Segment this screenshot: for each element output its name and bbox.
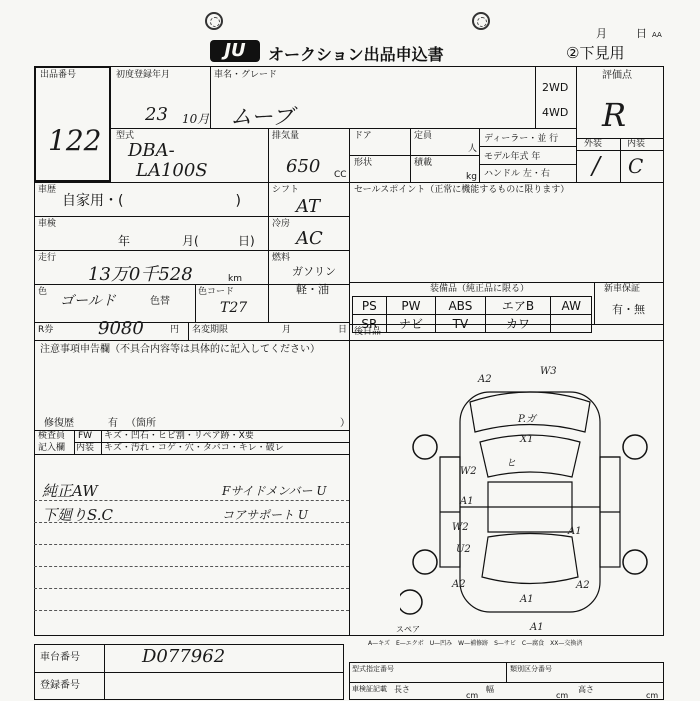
equip-abs: ABS [436,297,485,315]
binder-hole-left [205,12,223,30]
later-items-label: 後日品 [354,327,382,337]
date-code: AA [652,31,662,39]
rating-label: 評価点 [602,70,632,81]
height-unit: cm [646,691,659,700]
diagram-mark-11: A2 [452,579,466,590]
equip-sr: SR [353,315,387,333]
form-title: オークション出品申込書 [268,45,444,64]
color-label: 色 [38,287,48,297]
repair-label: 修復歴 [44,418,74,429]
remark-2: 下廻りS.C [42,506,113,524]
chassis-label: 車台番号 [40,652,80,663]
mileage-value: 13万0千528 [88,264,193,285]
handle-label: ハンドル 左・右 [484,169,550,179]
inspector-tag-interior: 内装 [76,443,95,453]
history-value: 自家用・( ) [62,193,241,209]
inspector-row-1: キズ・凹石・ヒビ割・リペア跡・X要 [104,431,254,441]
diagram-mark-12: A1 [520,594,534,605]
diagram-mark-10: A1 [568,526,582,537]
exterior-label: 外装 [584,139,603,149]
drive-4wd: 4WD [542,106,569,119]
capacity-label: 定員 [414,131,433,141]
drive-2wd: 2WD [542,81,569,94]
type-no-label: 型式指定番号 [352,665,394,673]
equipment-row-1 [353,297,592,315]
recycle-label: R券 [38,325,54,335]
color-code-label: 色コード [198,287,235,297]
remark-4: コアサポート U [222,508,308,522]
height-label: 高さ [578,685,594,694]
inspection-year: 年 [118,234,131,248]
diagram-mark-6: ヒ [506,458,516,469]
inspector-tag-fw: FW [78,431,93,441]
inspector-label-2: 記入欄 [38,443,66,453]
date-day-label: 日 [636,27,647,40]
model-label: 型式 [116,131,135,141]
repair-close: ） [340,418,350,429]
diagram-mark-1: A2 [478,374,492,385]
interior-label: 内装 [627,139,646,149]
reg-cert-label: 車検証記載 [352,685,387,693]
recycle-unit: 円 [170,325,180,335]
model-year-label: モデル年式 年 [484,152,541,162]
diagram-mark-13: A2 [576,580,590,591]
load-unit: kg [466,172,477,182]
fuel-label: 燃料 [272,253,291,263]
displacement-value: 650 [286,156,321,177]
mileage-unit: km [228,274,242,284]
interior-value: C [628,154,644,178]
damage-legend: A—キズ E—エクボ U—凹み W—補修跡 S—サビ C—腐食 XX—交換済 [368,640,583,647]
exterior-value: / [592,152,601,180]
chassis-value: D077962 [142,646,226,667]
binder-hole-right [472,12,490,30]
registration-label: 登録番号 [40,680,80,691]
diagram-mark-2: W3 [540,366,557,377]
equip-ps: PS [353,297,387,315]
remark-3: Fサイドメンバー U [222,484,327,498]
length-label: 長さ [394,685,410,694]
inspection-month: 月( [182,234,199,248]
equip-tv: TV [436,315,485,333]
fuel-gas: ガソリン [292,265,336,278]
diagram-mark-5: W2 [460,466,477,477]
name-change-day: 日 [338,325,348,335]
inspector-label-1: 検査員 [38,431,66,441]
sales-point-label: セールスポイント（正常に機能するものに限ります） [354,185,570,195]
color-value: ゴールド [60,293,116,309]
displacement-label: 排気量 [272,131,300,141]
diagram-mark-9: U2 [456,544,471,555]
diagram-mark-8: W2 [452,522,469,533]
fuel-diesel: 軽・油 [296,283,329,296]
recycle-value: 9080 [98,318,144,339]
color-code-value: T27 [220,300,248,316]
rating-value: R [602,96,627,134]
remark-1: 純正AW [42,482,98,500]
class-no-label: 類別区分番号 [510,665,552,673]
repair-place: （箇所 [126,418,156,429]
new-warranty-label: 新車保証 [604,284,641,294]
equip-aw: AW [551,297,592,315]
spare-label: スペア [396,625,420,634]
capacity-unit: 人 [468,144,478,154]
lot-number: 122 [48,124,102,157]
inspection-label: 車検 [38,219,57,229]
name-change-label: 名変期限 [192,325,229,335]
shift-label: シフト [272,185,300,195]
diagram-mark-14: A1 [530,622,544,632]
diagram-mark-7: A1 [460,496,474,507]
width-label: 幅 [486,685,494,694]
new-warranty-value: 有・無 [612,303,645,316]
doors-label: ドア [354,131,372,141]
shape-label: 形状 [354,158,373,168]
color-change-label: 色替 [150,296,170,307]
displacement-unit: CC [334,170,347,180]
length-unit: cm [466,691,479,700]
copy-type-label: ②下見用 [566,44,625,62]
lot-label: 出品番号 [40,70,77,80]
history-label: 車歴 [38,185,57,195]
equip-airbag: エアB [485,297,551,315]
first-reg-year: 23 [145,104,168,125]
first-reg-month: 10月 [182,112,210,126]
car-name-value: ムーブ [230,105,294,130]
equipment-label: 装備品（純正品に限る） [430,284,530,294]
load-label: 積載 [414,158,433,168]
auction-logo: JU [210,40,260,62]
repair-has: 有 [108,418,118,429]
car-name-label: 車名・グレード [214,70,278,80]
shift-value: AT [296,196,321,217]
equipment-table [352,296,592,333]
ac-label: 冷房 [272,219,291,229]
model-line2: LA100S [136,160,208,181]
diagram-mark-4: X1 [520,434,534,445]
dealer-parallel: ディーラー・並 行 [484,134,559,144]
first-reg-label: 初度登録年月 [116,70,171,80]
car-damage-diagram [400,362,660,632]
notes-label: 注意事項申告欄（不具合内容等は具体的に記入してください） [40,344,320,355]
equip-leather: カワ [485,315,551,333]
equip-navi: ナビ [386,315,436,333]
ac-value: AC [296,228,323,249]
mileage-label: 走行 [38,253,57,263]
equip-pw: PW [386,297,436,315]
width-unit: cm [556,691,569,700]
date-month-label: 月 [596,27,607,40]
diagram-mark-3: P.ガ [518,414,536,425]
inspector-row-2: キズ・汚れ・コゲ・穴・タバコ・キレ・破レ [104,443,284,453]
name-change-month: 月 [282,325,292,335]
model-line1: DBA- [128,140,175,161]
inspection-day: 日) [238,234,255,248]
